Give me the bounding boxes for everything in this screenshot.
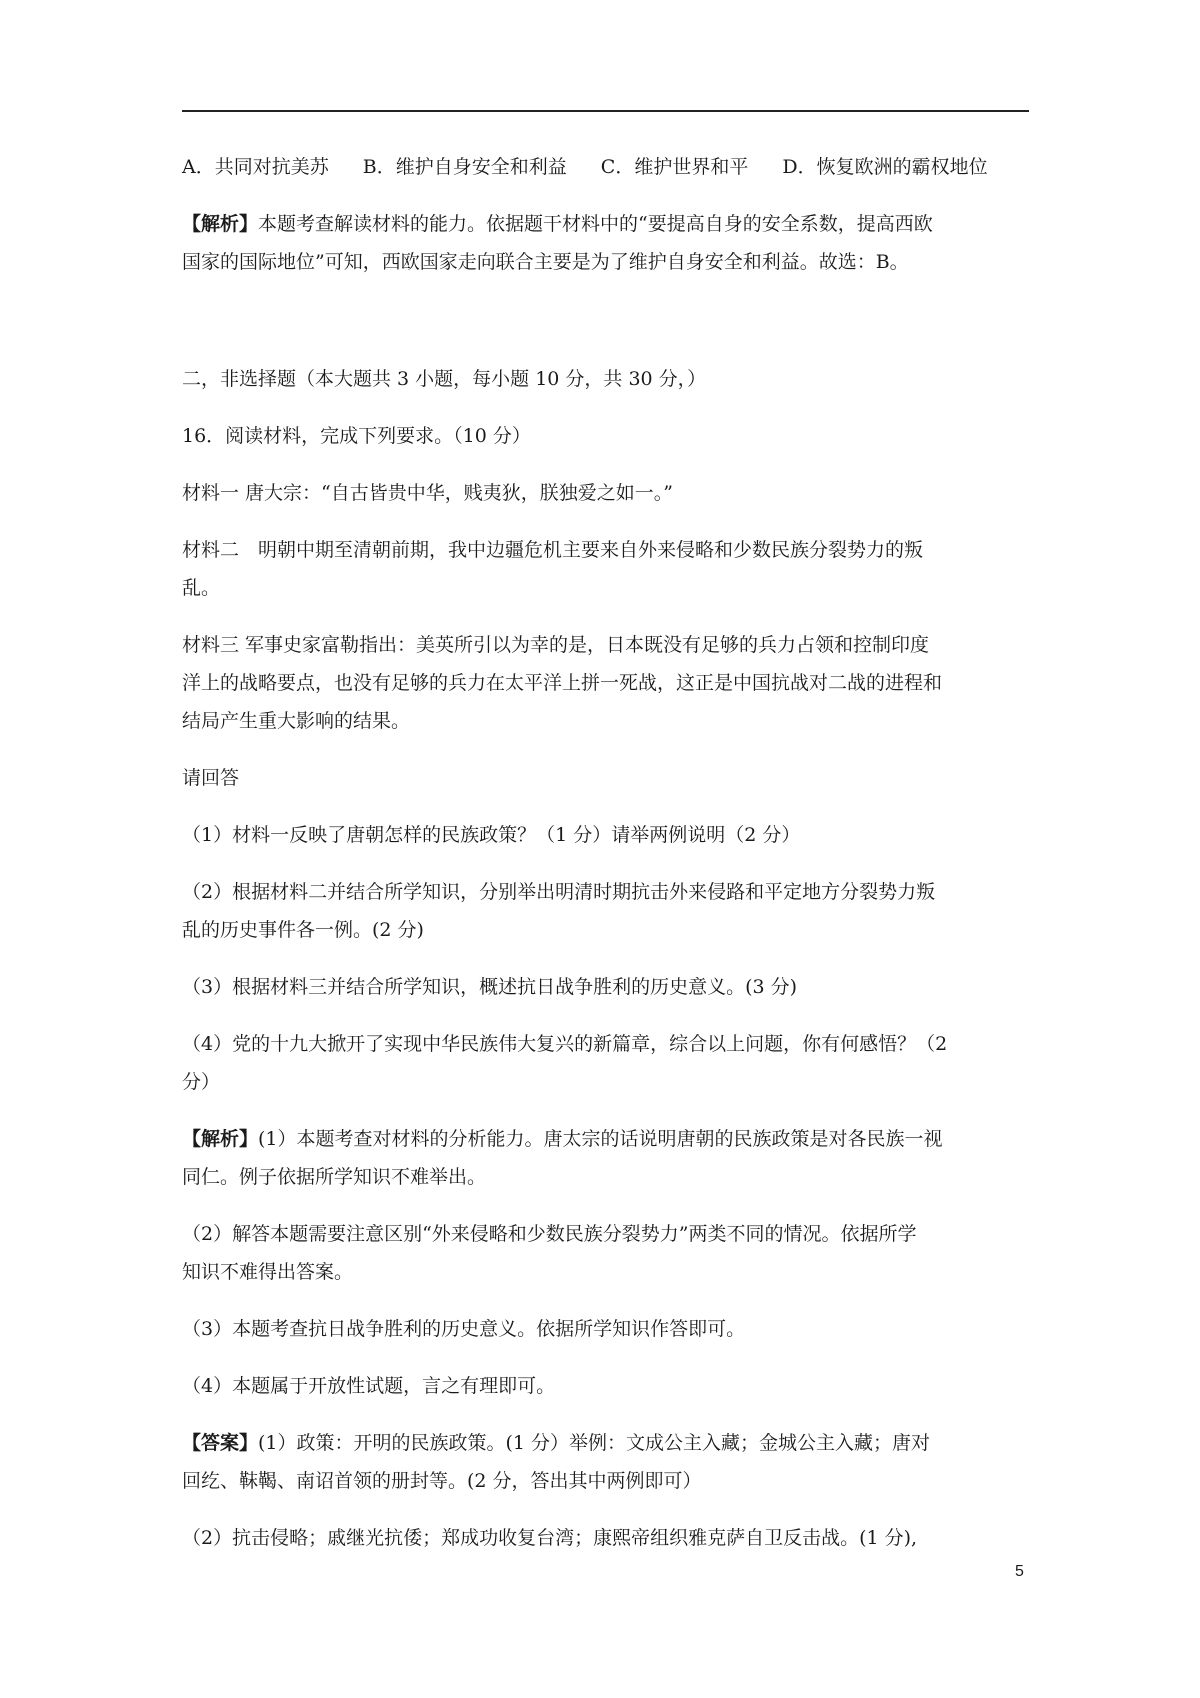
answer-16-line-1: (1）政策：开明的民族政策。(1 分）举例：文成公主入藏；金城公主入藏；唐对 <box>258 1432 931 1454</box>
sub-question-3-text: （3）根据材料三并结合所学知识，概述抗日战争胜利的历史意义。(3 分) <box>182 976 798 998</box>
section-2-title-text: 二，非选择题（本大题共 3 小题，每小题 10 分，共 30 分，） <box>182 368 707 390</box>
material-3 <box>182 626 1030 740</box>
question-16-title-text: 16．阅读材料，完成下列要求。（10 分） <box>182 425 531 447</box>
analysis-15-line-1: 本题考查解读材料的能力。依据题干材料中的“要提高自身的安全系数，提高西欧 <box>258 213 933 235</box>
answer-16-part-2 <box>182 1519 1030 1557</box>
analysis-16-line-2: 同仁。例子依据所学知识不难举出。 <box>182 1166 487 1188</box>
analysis-15 <box>182 205 1030 281</box>
analysis-16-part-2 <box>182 1215 1030 1291</box>
analysis-16-part-4 <box>182 1367 1030 1405</box>
sub-question-4-line-1: （4）党的十九大掀开了实现中华民族伟大复兴的新篇章，综合以上问题，你有何感悟？（2 <box>182 1033 948 1055</box>
answer-options <box>182 148 1030 186</box>
option-a: A．共同对抗美苏 <box>182 156 329 178</box>
answer-tag: 【答案】 <box>182 1432 259 1454</box>
answer-prompt-text: 请回答 <box>182 767 240 789</box>
sub-question-4 <box>182 1025 1030 1101</box>
material-2-line-2: 乱。 <box>182 577 221 599</box>
answer-16-line-2: 回纥、靺鞨、南诏首领的册封等。(2 分，答出其中两例即可） <box>182 1470 702 1492</box>
analysis-16-part-2-line-1: （2）解答本题需要注意区别“外来侵略和少数民族分裂势力”两类不同的情况。依据所学 <box>182 1223 917 1245</box>
spacer <box>182 300 1030 360</box>
analysis-15-line-2: 国家的国际地位”可知，西欧国家走向联合主要是为了维护自身安全和利益。故选：B。 <box>182 251 909 273</box>
sub-question-4-line-2: 分） <box>182 1071 221 1093</box>
material-3-line-1: 材料三 军事史家富勒指出：美英所引以为幸的是，日本既没有足够的兵力占领和控制印度 <box>182 634 930 656</box>
analysis-16-line-1: (1）本题考查对材料的分析能力。唐太宗的话说明唐朝的民族政策是对各民族一视 <box>258 1128 943 1150</box>
sub-question-1 <box>182 816 1030 854</box>
analysis-16-part-1 <box>182 1120 1030 1196</box>
option-d: D．恢复欧洲的霸权地位 <box>782 156 988 178</box>
sub-question-2 <box>182 873 1030 949</box>
sub-question-2-line-2: 乱的历史事件各一例。(2 分) <box>182 919 424 941</box>
section-2-title <box>182 360 1030 398</box>
material-1 <box>182 474 1030 512</box>
option-b: B．维护自身安全和利益 <box>362 156 567 178</box>
material-3-line-3: 结局产生重大影响的结果。 <box>182 710 411 732</box>
question-16-title <box>182 417 1030 455</box>
answer-16-part-1 <box>182 1424 1030 1500</box>
analysis-16-part-2-line-2: 知识不难得出答案。 <box>182 1261 354 1283</box>
sub-question-2-line-1: （2）根据材料二并结合所学知识，分别举出明清时期抗击外来侵路和平定地方分裂势力叛 <box>182 881 936 903</box>
analysis-16-part-3 <box>182 1310 1030 1348</box>
material-2-line-1: 材料二 明朝中期至清朝前期，我中边疆危机主要来自外来侵略和少数民族分裂势力的叛 <box>182 539 924 561</box>
analysis-16-part-3-text: （3）本题考查抗日战争胜利的历史意义。依据所学知识作答即可。 <box>182 1318 746 1340</box>
header-rule <box>182 110 1029 112</box>
answer-16-part-2-text: （2）抗击侵略；戚继光抗倭；郑成功收复台湾；康熙帝组织雅克萨自卫反击战。(1 分), <box>182 1527 918 1549</box>
answer-prompt <box>182 759 1030 797</box>
option-c: C．维护世界和平 <box>600 156 749 178</box>
page-content <box>182 148 1030 1576</box>
analysis-tag: 【解析】 <box>182 213 259 235</box>
material-3-line-2: 洋上的战略要点，也没有足够的兵力在太平洋上拼一死战，这正是中国抗战对二战的进程和 <box>182 672 943 694</box>
sub-question-3 <box>182 968 1030 1006</box>
analysis-16-part-4-text: （4）本题属于开放性试题，言之有理即可。 <box>182 1375 556 1397</box>
material-1-text: 材料一 唐大宗：“自古皆贵中华，贱夷狄，朕独爱之如一。” <box>182 482 673 504</box>
material-2 <box>182 531 1030 607</box>
sub-question-1-text: （1）材料一反映了唐朝怎样的民族政策？（1 分）请举两例说明（2 分） <box>182 824 801 846</box>
page-number: 5 <box>1015 1563 1024 1580</box>
analysis-tag: 【解析】 <box>182 1128 259 1150</box>
